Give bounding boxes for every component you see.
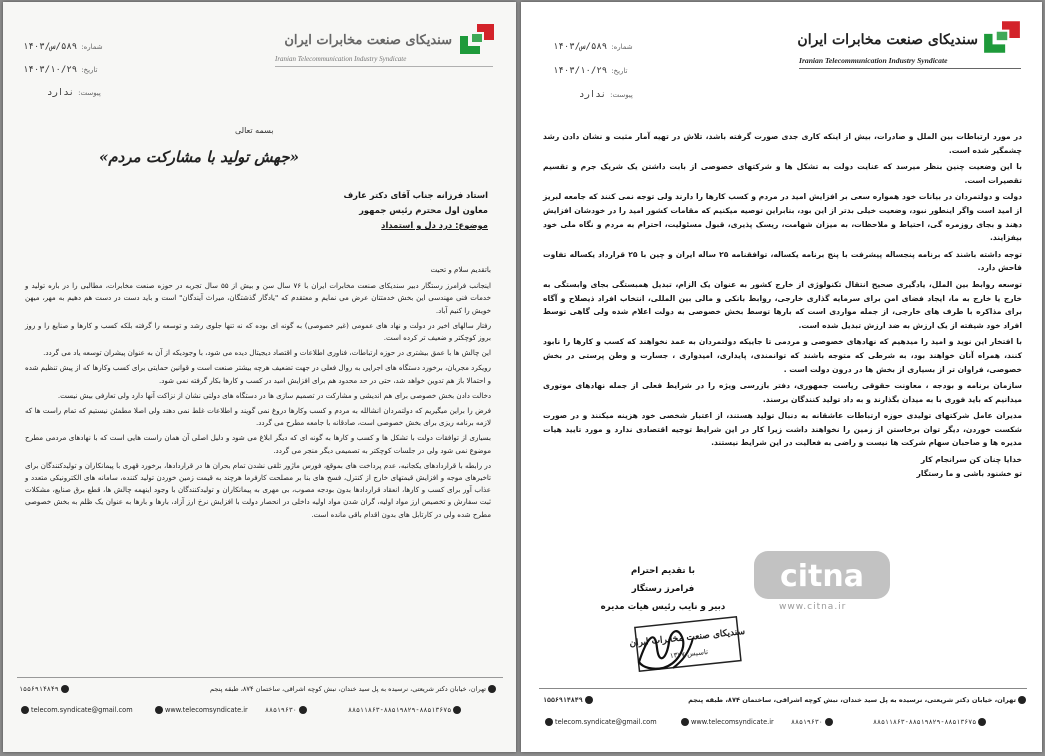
location-icon: [1018, 696, 1026, 704]
letter-number: شماره:۵۸۹/س/۱۴۰۳: [23, 42, 103, 52]
bismillah: بسمه تعالی: [235, 126, 274, 135]
poem-line: خدایا چنان کن سرانجام کار: [920, 455, 1022, 465]
watermark-brand: citna: [779, 559, 865, 594]
paragraph: رویکرد مجریان، برخورد دستگاه های اجرایی به روال فعلی در جهت تضعیف هرچه بیشتر صنعت است و قوانین حمایتی برای کسب وکارها که از پیش تنظیم شده و احتمالا باز هم تدوین خواهد شد، حتی در حد محدود هم برای افزایش امید در کسب و کارها بکار گرفته نمی شود.: [25, 363, 491, 385]
footer-phones: ۸۸۵۱۱۸۶۳-۸۸۵۱۹۸۲۹-۸۸۵۱۳۶۷۵: [873, 718, 988, 726]
fax-icon: [299, 706, 307, 714]
poem-line: تو خشنود باشی و ما رستگار: [916, 468, 1022, 478]
letter-page-right: [521, 2, 1042, 752]
recipient-title: معاون اول محترم رئیس جمهور: [359, 205, 488, 215]
footer-phones: ۸۸۵۱۱۸۶۳-۸۸۵۱۹۸۲۹-۸۸۵۱۳۶۷۵: [348, 706, 463, 714]
location-icon: [488, 685, 496, 693]
org-title: سندیکای صنعت مخابرات ایران: [284, 33, 452, 48]
footer-rule: [17, 677, 503, 678]
paragraph: دولت و دولتمردان در بیانات خود همواره سعی بر افزایش امید در مردم و کسب کارها را دارند ولی توجه نمی کنند که جامعه لبریز از امید است واگر اینطور نبود، وضعیت خیلی بدتر از این بود، بنابراین توصیه میکنیم که مقامات کشور امید را در خودشان افزایش دهند و بجای روزمره گی، احتیاط و ملاحظات، به میزان شهامت، ریسک پذیری، قبول مسئولیت، احترام به مردم و نگاه ملی خود بیفزایند.: [543, 192, 1022, 243]
stamp-text: سندیکای صنعت مخابرات ایران: [629, 626, 746, 650]
mail-box-icon: [585, 696, 593, 704]
org-title-en: Iranian Telecommunication Industry Syndicate: [275, 55, 407, 63]
email-icon: [21, 706, 29, 714]
footer-fax: ۸۸۵۱۹۶۳۰: [791, 718, 835, 726]
motto: «جهش تولید با مشارکت مردم»: [99, 148, 299, 166]
footer-email[interactable]: telecom.syndicate@gmail.com: [19, 706, 133, 714]
letter-body-left: [25, 264, 491, 524]
paragraph: دخالت دادن بخش خصوصی برای هم اندیشی و مشارکت در تصمیم سازی ها در دستگاه های دولتی نشان از نزاکت آنها دارد ولی تعارفی بیش نیست.: [57, 390, 491, 400]
signatory-title: دبیر و نایب رئیس هیات مدیره: [600, 602, 726, 612]
letter-page-left: [3, 2, 516, 752]
header-rule: [799, 68, 1021, 69]
recipient-name: استاد فرزانه جناب آقای دکتر عارف: [343, 190, 488, 200]
paragraph: توسعه روابط بین الملل، یادگیری صحیح انتقال تکنولوژی از خارج کشور به عنوان یک الزام، تبدیل همبستگی بجای وابستگی به خارج یا خارج به ما، ایجاد فضای امن برای سرمایه گذاری خارجی، روابط بانکی و مالی بین المللی، انتخاب افراد ذیصلاح و آگاه برای مذاکره با طرف های خارجی، از جمله مواردی است که بارها توسط بخش خصوصی به دولت اعلام شده ولی گاهی توسط افراد خود شیفته از یک ارزش به ضد ارزش تبدیل شده است.: [543, 279, 1022, 330]
citna-watermark-logo: [753, 550, 891, 600]
paragraph: با این وضعیت چنین بنظر میرسد که عنایت دولت به تشکل ها و شرکتهای خصوصی از بابت داشتن یک شریک جرم و تقسیم تقصیرات است.: [543, 162, 1022, 185]
paragraph: اینجانب فرامرز رستگار دبیر سندیکای صنعت مخابرات ایران با ۷۶ سال سن و بیش از ۵۵ سال تجربه در حوزه صنعت مخابرات، مطالبی را در باره تولید و خدمات فنی مهندسی این بخش خدمتتان عرض می نمایم و معتقدم که "یادگار گذشتگان، میراث آیندگان" است و باید دست در دست هم دهیم به مهر، میهن خویش را کنیم آباد.: [25, 281, 491, 315]
footer-address: تهران، خیابان دکتر شریعتی، نرسیده به پل سید خندان، نبش کوچه اشراقی، ساختمان ۸۷۴، طبقه پنجم: [688, 696, 1028, 704]
footer-postal: ۱۵۵۶۹۱۴۸۴۹: [19, 685, 71, 693]
paragraph: توجه داشته باشند که برنامه پنجساله پیشرفت با پنج برنامه یکساله، توافقنامه ۲۵ ساله ایران و چین با ۲۵ قرارداد یکساله تفاوت فاحش دارد.: [543, 249, 1022, 273]
paragraph: رفتار سالهای اخیر در دولت و نهاد های عمومی (غیر خصوصی) به گونه ای بوده که نه تنها جلوی رشد و توسعه را گرفته بلکه کسب و کارها و صنایع را و روز بروز کوچکتر و ضعیف تر کرده است.: [25, 320, 491, 343]
recipient-block: [188, 188, 488, 233]
web-icon: [155, 706, 163, 714]
letter-body-right: [543, 130, 1022, 483]
mail-box-icon: [61, 685, 69, 693]
signature-block: [583, 562, 743, 616]
footer-website[interactable]: www.telecomsyndicate.ir: [679, 718, 774, 726]
footer-address: تهران، خیابان دکتر شریعتی، نرسیده به پل سید خندان، نبش کوچه اشراقی، ساختمان ۸۷۴، طبقه پنجم: [210, 685, 498, 693]
footer-website[interactable]: www.telecomsyndicate.ir: [153, 706, 248, 714]
paragraph: این چالش ها با عمق بیشتری در حوزه ارتباطات، فناوری اطلاعات و اقتصاد دیجیتال دیده می شود، با وجودیکه از آن به عنوان پیشران توسعه یاد می گردد.: [43, 348, 491, 358]
greeting: باتقدیم سلام و تحیت: [430, 265, 491, 274]
stamp-year: تاسیس ۱۳۷۷: [669, 647, 709, 660]
letter-date: تاریخ:۱۴۰۳/۱۰/۲۹: [553, 66, 628, 76]
footer-postal: ۱۵۵۶۹۱۴۸۴۹: [543, 696, 595, 704]
syndicate-logo-icon: [458, 22, 496, 56]
footer-fax: ۸۸۵۱۹۶۳۰: [265, 706, 309, 714]
paragraph: در مورد ارتباطات بین الملل و صادرات، بیش از اینکه کاری جدی صورت گرفته باشد، تلاش در تهیه آمار مثبت و نشان دادن رشد چشمگیر شده است.: [543, 132, 1022, 155]
signatory-name: فرامرز رستگار: [631, 584, 695, 594]
letter-date: تاریخ:۱۴۰۳/۱۰/۲۹: [23, 65, 98, 75]
letter-attachment: پیوست:ندارد: [579, 90, 633, 100]
header-rule: [275, 66, 493, 67]
paragraph: بسیاری از توافقات دولت با تشکل ها و کسب و کارها به گونه ای که دیگر ابلاغ می شود و دلیل اصلی آن همان راست هایی است که با نهادهای مردمی مطرح موضوع نمی شود ولی در جلسات کوچکتر به تصمیمی دیگر منجر می گردد.: [25, 433, 491, 455]
paragraph: فرض را براین میگیریم که دولتمردان انشالله به مردم و کسب وکارها دروغ نمی گویند و اطلاعات غلط نمی دهند ولی اصلا مطمئن نیستیم که تمام راست ها که لازمه برنامه ریزی برای بخش خصوصی است، صادقانه با جامعه مطرح می گردد.: [25, 406, 491, 428]
watermark-url: www.citna.ir: [779, 602, 847, 612]
paragraph: سازمان برنامه و بودجه ، معاونت حقوقی ریاست جمهوری، دفتر بازرسی ویژه را در شرایط فعلی از جمله نهادهای موتوری میدانیم که باید فوری با به میدان بگذارند و به داد تولید کنندگان برسند.: [543, 381, 1022, 404]
syndicate-logo-icon: [982, 19, 1022, 55]
web-icon: [681, 718, 689, 726]
paragraph: با افتخار این نوید و امید را میدهیم که نهادهای خصوصی و مردمی تا جاییکه دولتمردان به عمد نخواهند که کسب و کارها را نابود کنند، همراه آنان خواهند بود، به شرطی که متوجه باشند که توانمندی، پایداری، امیدواری ، جسارت و وطن پرستی در بخش خصوصی، فراوان تر از بسیاری از بخش ها در درون دولت است .: [543, 337, 1022, 374]
letter-number: شماره:۵۸۹/س/۱۴۰۳: [553, 42, 633, 52]
phone-icon: [978, 718, 986, 726]
phone-icon: [453, 706, 461, 714]
footer-rule: [539, 688, 1027, 689]
org-title-en: Iranian Telecommunication Industry Syndicate: [799, 56, 948, 65]
org-title: سندیکای صنعت مخابرات ایران: [797, 32, 978, 48]
handwritten-signature: [633, 618, 697, 674]
paragraph: در رابطه با قراردادهای یکجانبه، عدم پرداخت های بموقع، فورس ماژور تلقی نشدن تمام بحران ها در قراردادها، برخورد قهری با پیمانکاران و تولیدکنندگان برای تاخیرهای موجه و افزایش قیمتهای خارج از کنترل، فسخ های بنا بر مصلحت کارفرما هرچند به قیمت زمین خوردن تولید کننده، سامانه های الکترونیکی متعدد و عذاب آور برای کسب و کارها، انعقاد قراردادها بدون بودجه مصوب، بی مهری به پیمانکاران و تولیدکنندگان با وجود اینهمه چالش ها، قطع برق صنایع، مشکلات ثبت سفارش و تخصیص ارز مواد اولیه، گران شدن مواد اولیه داخلی در انحصار دولت با افزایش نرخ ارز آزاد، بارها و بارها به عنوان یک ظلم به بخش خصوصی مطرح شده ولی در کارتابل های بدون اقدام باقی مانده است.: [25, 460, 491, 519]
letter-attachment: پیوست:ندارد: [47, 88, 101, 98]
footer-email[interactable]: telecom.syndicate@gmail.com: [543, 718, 657, 726]
paragraph: مدیران عامل شرکتهای تولیدی حوزه ارتباطات عاشقانه به دنبال تولید هستند، از اعتبار شخصی خود هزینه میکنند و در صورت شکست خوردن، دیگر توان برخاستن از زمین را نخواهند داشت زیرا کار در این شرایط توجیه اقتصادی ندارد و مورد تایید هیات مدیره ها و صاحبان سهام شرکت ها نیست و راضی به فعالیت در این شرایط نیستند.: [543, 411, 1022, 448]
fax-icon: [825, 718, 833, 726]
email-icon: [545, 718, 553, 726]
closing-line: با تقدیم احترام: [630, 566, 696, 576]
letter-subject: موضوع: درد دل و استمداد: [381, 220, 488, 230]
